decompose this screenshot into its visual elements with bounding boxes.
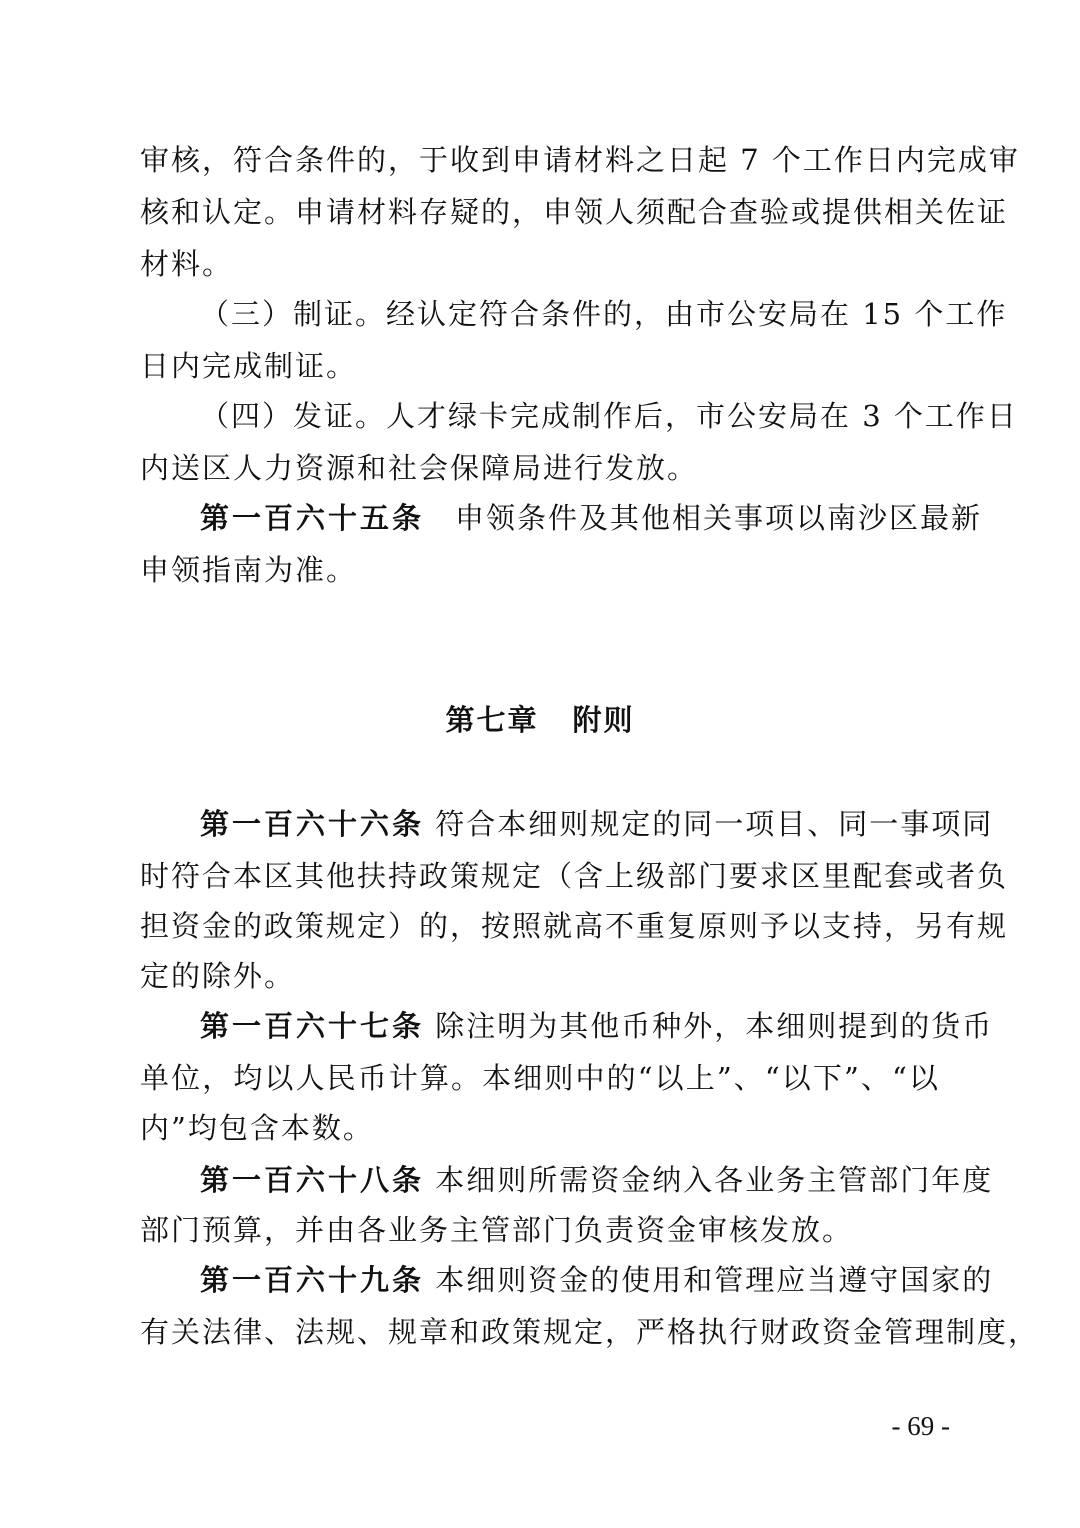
article-title: 第一百六十八条	[200, 1163, 425, 1197]
article-title: 第一百六十六条	[200, 807, 425, 841]
text-line: 时符合本区其他扶持政策规定（含上级部门要求区里配套或者负	[140, 859, 1009, 893]
article-text: 本细则所需资金纳入各业务主管部门年度	[435, 1163, 994, 1197]
page-number: - 69 -	[891, 1411, 950, 1441]
article-title: 第一百六十七条	[200, 1009, 425, 1043]
text-line: 担资金的政策规定）的，按照就高不重复原则予以支持，另有规	[140, 909, 1009, 943]
text-line: （四）发证。人才绿卡完成制作后，市公安局在 3 个工作日	[200, 399, 1018, 433]
text-line: 内送区人力资源和社会保障局进行发放。	[140, 451, 699, 485]
text-line: 日内完成制证。	[140, 349, 358, 383]
text-line: 单位，均以人民币计算。本细则中的“以上”、“以下”、“以	[140, 1061, 940, 1095]
text-line: （三）制证。经认定符合条件的，由市公安局在 15 个工作	[200, 297, 1008, 331]
article-166	[200, 804, 994, 844]
text-line: 有关法律、法规、规章和政策规定，严格执行财政资金管理制度，	[140, 1315, 1040, 1349]
article-text: 除注明为其他币种外，本细则提到的货币	[435, 1009, 994, 1043]
text-line: 定的除外。	[140, 959, 296, 993]
article-167	[200, 1006, 994, 1046]
text-line: 审核，符合条件的，于收到申请材料之日起 7 个工作日内完成审	[140, 143, 1020, 177]
chapter-heading	[0, 700, 1080, 740]
article-168	[200, 1160, 994, 1200]
article-title: 第一百六十五条	[200, 501, 425, 535]
chapter-number: 第七章	[445, 703, 539, 737]
article-165	[200, 498, 983, 538]
article-text: 申领条件及其他相关事项以南沙区最新	[455, 501, 983, 535]
chapter-name: 附则	[572, 703, 635, 737]
text-line: 申领指南为准。	[140, 553, 358, 587]
text-line: 内”均包含本数。	[140, 1111, 374, 1145]
text-line: 核和认定。申请材料存疑的，申领人须配合查验或提供相关佐证	[140, 195, 1009, 229]
text-line: 材料。	[140, 247, 234, 281]
text-line: 部门预算，并由各业务主管部门负责资金审核发放。	[140, 1213, 854, 1247]
article-169	[200, 1260, 994, 1300]
article-title: 第一百六十九条	[200, 1263, 425, 1297]
article-text: 符合本细则规定的同一项目、同一事项同	[435, 807, 994, 841]
article-text: 本细则资金的使用和管理应当遵守国家的	[435, 1263, 994, 1297]
